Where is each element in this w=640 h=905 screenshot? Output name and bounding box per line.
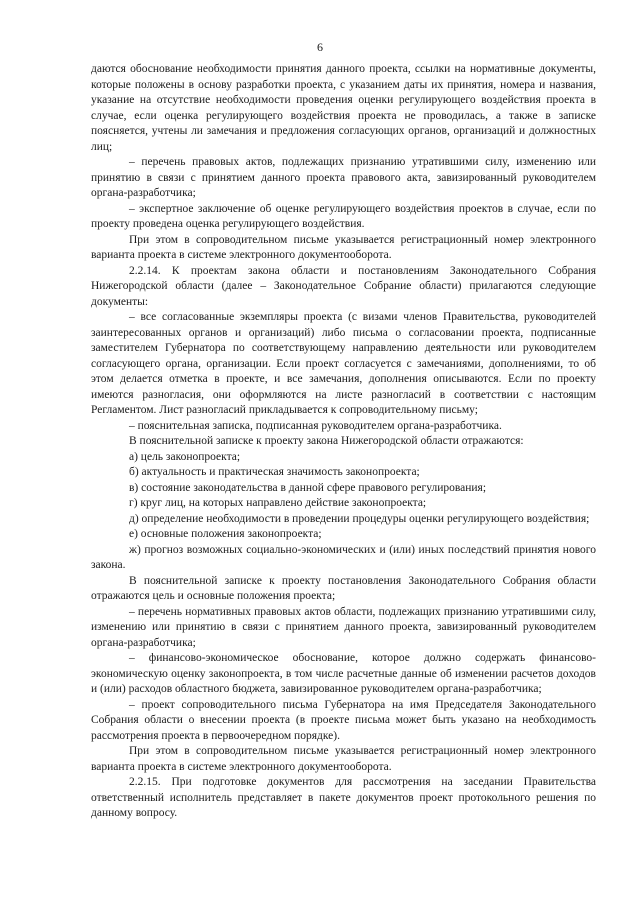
paragraph: ж) прогноз возможных социально-экономических и (или) иных последствий принятия нового закона.: [91, 543, 596, 571]
paragraph: В пояснительной записке к проекту закона Нижегородской области отражаются:: [129, 435, 524, 447]
paragraph: даются обоснование необходимости принятия данного проекта, ссылки на нормативные документы, которые положены в основу разработки проекта, с указанием даты их принятия, номера и названия, указание на отсутствие необходимости проведения оценки регулирующего воздействия проекта в случае, если оценка регулирующего воздействия проекта не проводилась, а также в записке поясняется, учтены ли замечания и предложения согласующих органов, организаций и должностных лиц;: [91, 63, 596, 153]
paragraph: б) актуальность и практическая значимость законопроекта;: [129, 466, 420, 478]
paragraph: – все согласованные экземпляры проекта (с визами членов Правительства, руководителей заинтересованных органов и организаций) либо письма о согласовании проекта, подписанные заместителем Губернатора по соответствующему направлению деятельности или руководителем согласующего органа, организации. Если проект согласуется с замечаниями, дополнениями, то об этом делается отметка в проекте, и все замечания, дополнения описываются. Если по проекту имеются разногласия, они оформляются на листе разногласий в соответствии с настоящим Регламентом. Лист разногласий прикладывается к сопроводительному письму;: [91, 311, 596, 416]
paragraph: – пояснительная записка, подписанная руководителем органа-разработчика.: [129, 419, 502, 432]
paragraph: – перечень правовых актов, подлежащих признанию утратившими силу, изменению или принятию в связи с принятием данного проекта правового акта, завизированный руководителем органа-разработчика;: [91, 156, 596, 199]
paragraph: д) определение необходимости в проведении процедуры оценки регулирующего воздействия;: [129, 512, 590, 525]
page-number: 6: [317, 40, 323, 54]
document-body: [91, 62, 596, 822]
paragraph: При этом в сопроводительном письме указывается регистрационный номер электронного варианта проекта в системе электронного документооборота.: [91, 233, 596, 261]
paragraph: г) круг лиц, на которых направлено действие законопроекта;: [129, 497, 427, 509]
paragraph: – проект сопроводительного письма Губернатора на имя Председателя Законодательного Собрания области о внесении проекта (в проекте письма может быть указано на необходимость рассмотрения проекта в первоочередном порядке).: [91, 698, 596, 742]
paragraph: При этом в сопроводительном письме указывается регистрационный номер электронного варианта проекта в системе электронного документооборота.: [91, 745, 596, 773]
paragraph: В пояснительной записке к проекту постановления Законодательного Собрания области отражаются цель и основные положения проекта;: [91, 574, 596, 602]
paragraph: 2.2.14. К проектам закона области и постановлениям Законодательного Собрания Нижегородской области (далее – Законодательное Собрание области) прилагаются следующие документы:: [91, 264, 596, 308]
paragraph: – экспертное заключение об оценке регулирующего воздействия проектов в случае, если по проекту проведена оценка регулирующего воздействия.: [91, 202, 596, 230]
paragraph: – финансово-экономическое обоснование, которое должно содержать финансово-экономическую оценку законопроекта, в том числе расчетные данные об изменении расчетов доходов и (или) расходов областного бюджета, завизированное руководителем органа-разработчика;: [91, 652, 596, 695]
paragraph: а) цель законопроекта;: [129, 450, 241, 463]
paragraph: – перечень нормативных правовых актов области, подлежащих признанию утратившими силу, изменению или принятию в связи с принятием данного проекта, завизированный руководителем органа-разработчика;: [91, 605, 596, 649]
paragraph: 2.2.15. При подготовке документов для рассмотрения на заседании Правительства ответственный исполнитель представляет в пакете документов проект протокольного решения по данному вопросу.: [91, 776, 596, 819]
paragraph: е) основные положения законопроекта;: [129, 528, 322, 540]
paragraph: в) состояние законодательства в данной сфере правового регулирования;: [129, 481, 487, 494]
